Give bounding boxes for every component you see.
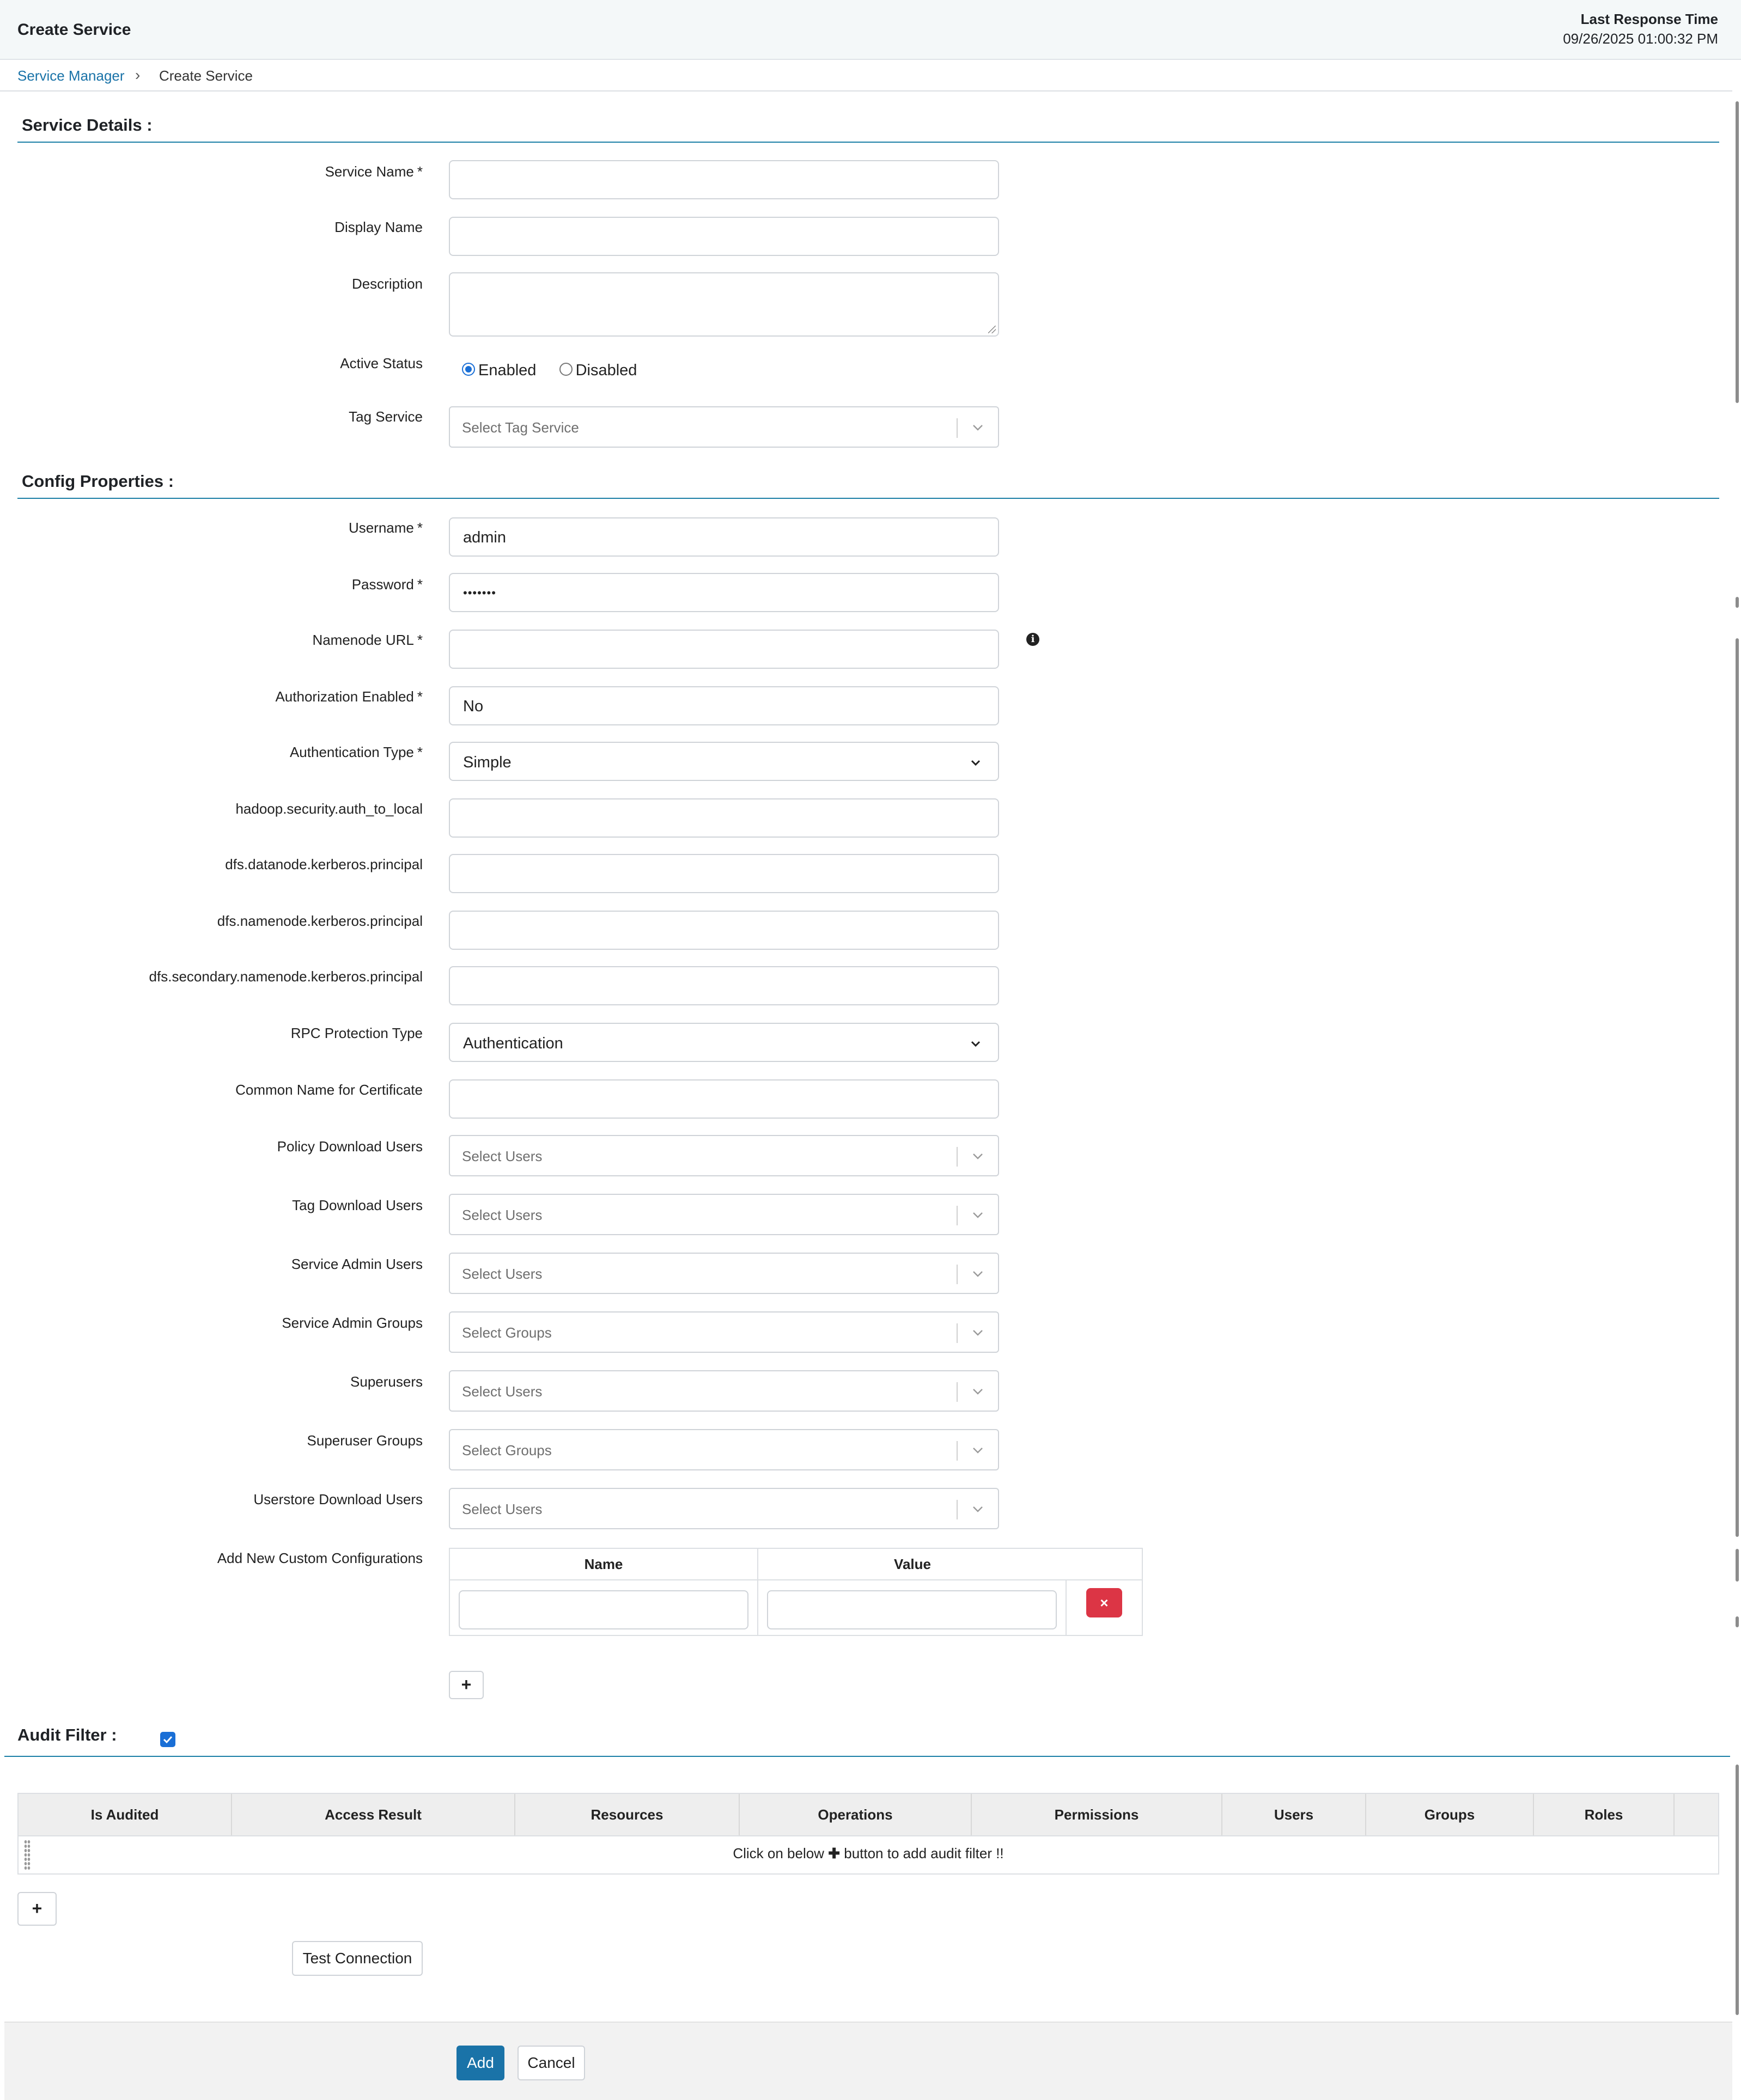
select-separator — [957, 1382, 958, 1402]
custom-config-table — [449, 1548, 1143, 1636]
select-separator — [957, 418, 958, 438]
footer-bar — [4, 2022, 1732, 2100]
scrollbar-marker — [1736, 1616, 1739, 1627]
custom-config-label: Add New Custom Configurations — [217, 1550, 423, 1566]
required-mark: * — [417, 163, 423, 180]
empty-message-suffix: button to add audit filter !! — [844, 1845, 1004, 1861]
select-users-placeholder: Select Users — [462, 1383, 543, 1400]
breadcrumb-service-manager-link[interactable]: Service Manager — [17, 68, 125, 84]
policy-download-users-label: Policy Download Users — [277, 1138, 423, 1155]
policy-download-users-select[interactable] — [449, 1135, 999, 1176]
tag-service-label: Tag Service — [349, 408, 423, 425]
select-separator — [957, 1323, 958, 1343]
rpc-protection-value: Authentication — [463, 1035, 563, 1052]
namenode-url-label — [312, 632, 423, 649]
add-custom-config-button[interactable]: + — [449, 1671, 484, 1699]
secondary-namenode-principal-input[interactable] — [449, 966, 999, 1005]
userstore-download-users-label: Userstore Download Users — [253, 1491, 423, 1507]
breadcrumb-current: Create Service — [159, 68, 253, 84]
select-users-placeholder: Select Users — [462, 1207, 543, 1223]
enabled-radio[interactable] — [462, 363, 475, 376]
last-response-time — [1563, 10, 1718, 49]
scrollbar-marker — [1736, 597, 1739, 608]
username-input[interactable]: admin — [449, 517, 999, 557]
column-access-result: Access Result — [325, 1806, 422, 1823]
column-roles: Roles — [1584, 1806, 1623, 1823]
namenode-url-label-text: Namenode URL — [312, 632, 414, 648]
chevron-down-icon[interactable] — [970, 419, 986, 436]
select-users-placeholder: Select Users — [462, 1501, 543, 1517]
resize-grip-icon[interactable] — [988, 326, 996, 333]
chevron-down-icon[interactable] — [970, 1442, 986, 1458]
chevron-down-icon[interactable] — [970, 1207, 986, 1223]
password-label-text: Password — [351, 576, 414, 593]
description-textarea[interactable] — [449, 272, 999, 337]
column-permissions: Permissions — [1054, 1806, 1139, 1823]
common-name-input[interactable] — [449, 1079, 999, 1119]
tag-download-users-select[interactable] — [449, 1194, 999, 1235]
column-operations: Operations — [818, 1806, 893, 1823]
column-is-audited: Is Audited — [90, 1806, 159, 1823]
select-groups-placeholder: Select Groups — [462, 1324, 552, 1341]
test-connection-button[interactable]: Test Connection — [292, 1941, 423, 1976]
scrollbar-thumb[interactable] — [1736, 1765, 1739, 2015]
password-label — [352, 576, 423, 593]
select-separator — [957, 1500, 958, 1519]
select-users-placeholder: Select Users — [462, 1148, 543, 1164]
custom-config-name-header: Name — [584, 1556, 623, 1572]
cancel-button[interactable]: Cancel — [518, 2046, 585, 2080]
tag-service-placeholder: Select Tag Service — [462, 419, 579, 436]
last-response-label: Last Response Time — [1580, 11, 1718, 27]
secondary-namenode-principal-label: dfs.secondary.namenode.kerberos.principal — [149, 968, 423, 985]
page-title: Create Service — [17, 21, 131, 39]
superusers-select[interactable] — [449, 1370, 999, 1412]
namenode-principal-input[interactable] — [449, 911, 999, 950]
select-groups-placeholder: Select Groups — [462, 1442, 552, 1458]
section-divider — [17, 498, 1719, 499]
superuser-groups-select[interactable] — [449, 1429, 999, 1470]
tag-service-select[interactable] — [449, 406, 999, 448]
select-users-placeholder: Select Users — [462, 1266, 543, 1282]
superuser-groups-label: Superuser Groups — [307, 1432, 423, 1449]
service-name-input[interactable] — [449, 160, 999, 199]
rpc-protection-label: RPC Protection Type — [290, 1025, 423, 1041]
chevron-down-icon[interactable] — [970, 1501, 986, 1517]
scrollbar-thumb[interactable] — [1736, 101, 1739, 403]
disabled-radio-label[interactable]: Disabled — [575, 362, 637, 379]
custom-config-value-input[interactable] — [767, 1590, 1057, 1629]
column-groups: Groups — [1424, 1806, 1475, 1823]
required-mark: * — [417, 688, 423, 705]
tag-download-users-label: Tag Download Users — [292, 1197, 423, 1213]
chevron-down-icon[interactable] — [970, 1383, 986, 1400]
active-status-radio-group — [462, 362, 637, 380]
username-label — [349, 520, 423, 536]
common-name-label: Common Name for Certificate — [235, 1082, 423, 1098]
audit-filter-header-row — [19, 1794, 1718, 1836]
section-divider — [4, 1756, 1730, 1757]
service-name-label-text: Service Name — [325, 163, 414, 180]
audit-filter-checkbox[interactable] — [160, 1732, 175, 1747]
select-separator — [957, 1265, 958, 1284]
table-divider — [1066, 1579, 1067, 1635]
top-bar — [0, 0, 1741, 60]
audit-filter-table — [17, 1793, 1719, 1875]
breadcrumb — [0, 61, 1741, 91]
chevron-down-icon[interactable] — [970, 1148, 986, 1164]
audit-filter-title: Audit Filter : — [17, 1725, 117, 1744]
chevron-right-icon: › — [135, 66, 141, 83]
service-admin-groups-label: Service Admin Groups — [282, 1315, 423, 1331]
audit-filter-empty-message — [19, 1845, 1718, 1862]
select-separator — [957, 1206, 958, 1225]
auth-to-local-input[interactable] — [449, 798, 999, 838]
add-audit-filter-button[interactable]: + — [17, 1892, 57, 1926]
check-icon — [162, 1733, 174, 1745]
chevron-down-icon[interactable] — [970, 1324, 986, 1341]
service-details-title: Service Details : — [22, 115, 153, 135]
scrollbar-thumb[interactable] — [1736, 638, 1739, 1537]
service-name-label — [325, 163, 423, 180]
select-separator — [957, 1441, 958, 1461]
namenode-principal-label: dfs.namenode.kerberos.principal — [217, 913, 423, 929]
description-label: Description — [351, 276, 423, 292]
authentication-type-label-text: Authentication Type — [289, 744, 414, 760]
active-status-label: Active Status — [340, 355, 423, 371]
auth-to-local-label: hadoop.security.auth_to_local — [235, 801, 423, 817]
authentication-type-select[interactable] — [449, 742, 999, 781]
select-separator — [957, 1147, 958, 1167]
datanode-principal-label: dfs.datanode.kerberos.principal — [225, 856, 423, 872]
custom-config-name-input[interactable] — [459, 1590, 748, 1629]
required-mark: * — [417, 520, 423, 536]
superusers-label: Superusers — [350, 1373, 423, 1390]
enabled-radio-label[interactable]: Enabled — [478, 362, 537, 379]
authorization-enabled-label — [275, 688, 423, 705]
password-input[interactable]: ••••••• — [449, 573, 999, 612]
display-name-label: Display Name — [334, 219, 423, 235]
username-label-text: Username — [348, 520, 414, 536]
required-mark: * — [417, 576, 423, 593]
namenode-url-input[interactable] — [449, 630, 999, 669]
chevron-down-icon — [967, 755, 984, 771]
chevron-down-icon[interactable] — [970, 1266, 986, 1282]
table-divider — [450, 1579, 1142, 1580]
last-response-value: 09/26/2025 01:00:32 PM — [1563, 30, 1718, 47]
column-users: Users — [1274, 1806, 1314, 1823]
required-mark: * — [417, 744, 423, 760]
datanode-principal-input[interactable] — [449, 854, 999, 893]
add-button[interactable]: Add — [456, 2046, 504, 2080]
table-divider — [1673, 1794, 1675, 1835]
rpc-protection-select[interactable] — [449, 1023, 999, 1062]
info-icon[interactable]: i — [1026, 633, 1039, 646]
config-properties-title: Config Properties : — [22, 472, 174, 491]
section-divider — [17, 142, 1719, 143]
service-admin-users-select[interactable] — [449, 1253, 999, 1294]
custom-config-value-header: Value — [894, 1556, 931, 1572]
remove-config-button[interactable]: × — [1086, 1588, 1122, 1617]
empty-message-prefix: Click on below — [733, 1845, 824, 1861]
display-name-input[interactable] — [449, 217, 999, 256]
userstore-download-users-select[interactable] — [449, 1488, 999, 1529]
service-admin-groups-select[interactable] — [449, 1311, 999, 1353]
authentication-type-value: Simple — [463, 754, 512, 771]
table-divider — [757, 1549, 758, 1635]
plus-icon: ✚ — [828, 1845, 840, 1861]
authorization-enabled-label-text: Authorization Enabled — [275, 688, 414, 705]
service-admin-users-label: Service Admin Users — [291, 1256, 423, 1272]
authorization-enabled-input[interactable]: No — [449, 686, 999, 725]
scrollbar-marker — [1736, 1549, 1739, 1582]
authentication-type-label — [290, 744, 423, 761]
column-resources: Resources — [591, 1806, 663, 1823]
chevron-down-icon — [967, 1036, 984, 1052]
required-mark: * — [417, 632, 423, 648]
disabled-radio[interactable] — [559, 363, 573, 376]
